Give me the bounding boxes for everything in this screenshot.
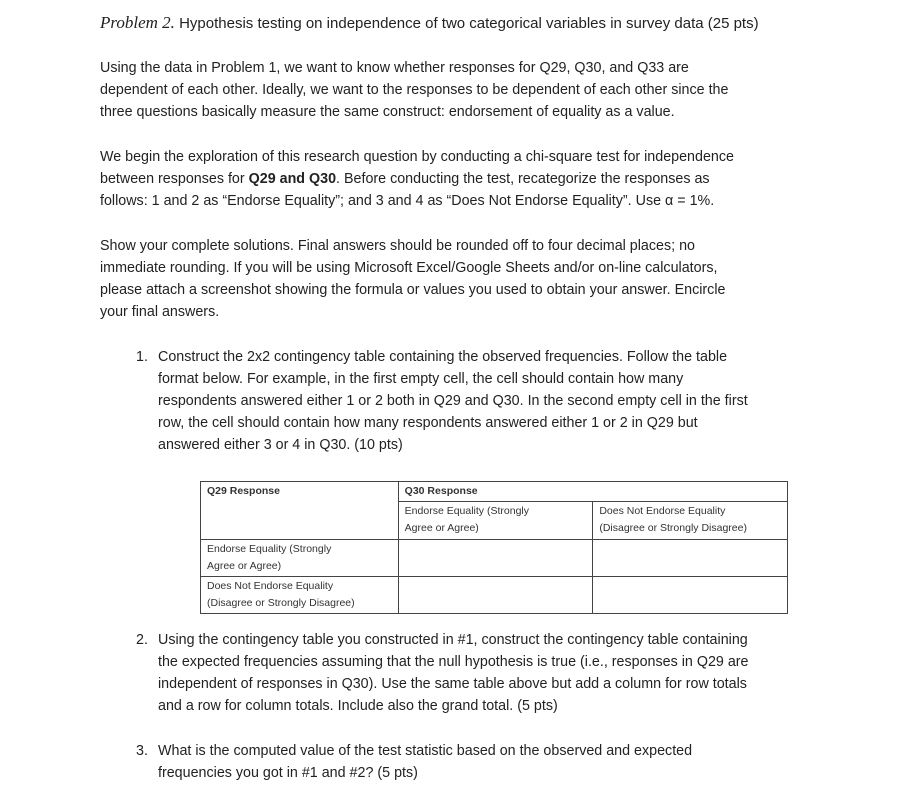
text: Does Not Endorse Equality: [599, 505, 726, 517]
item3-line: What is the computed value of the test statistic based on the observed and expected: [158, 743, 693, 759]
text: Endorse Equality (Strongly: [207, 543, 332, 555]
para1-line: dependent of each other. Ideally, we want to the responses to be dependent of each other since the: [100, 82, 729, 98]
empty-cell: [593, 577, 788, 614]
row-header-endorse: [201, 540, 399, 577]
para3-line: please attach a screenshot showing the formula or values you used to obtain your answer. Encircle: [100, 282, 726, 298]
item1-line: row, the cell should contain how many respondents answered either 1 or 2 in Q29 but: [158, 415, 698, 431]
item2-line: the expected frequencies assuming that the null hypothesis is true (i.e., responses in Q29 are: [158, 654, 749, 670]
item2-line: and a row for column totals. Include also the grand total. (5 pts): [158, 698, 558, 714]
text: Endorse Equality (Strongly: [404, 505, 529, 517]
para3-line: Show your complete solutions. Final answers should be rounded off to four decimal places; no: [100, 238, 695, 254]
para2-line: [100, 169, 710, 189]
para2-line: We begin the exploration of this research question by conducting a chi-square test for independence: [100, 149, 734, 165]
bold-text: Q29 and Q30: [248, 171, 337, 187]
item2-line: Using the contingency table you constructed in #1, construct the contingency table containing: [158, 632, 748, 648]
text: . Before conducting the test, recategorize the responses as: [336, 171, 710, 187]
para3-line: immediate rounding. If you will be using Microsoft Excel/Google Sheets and/or on-line calculators,: [100, 260, 718, 276]
text: between responses for: [100, 171, 249, 187]
item2-line: independent of responses in Q30). Use the same table above but add a column for row totals: [158, 676, 747, 692]
item-number: 2.: [136, 632, 148, 648]
para1-line: three questions basically measure the same construct: endorsement of equality as a value.: [100, 104, 675, 120]
item1-line: respondents answered either 1 or 2 both in Q29 and Q30. In the second empty cell in the first: [158, 393, 748, 409]
col-header-endorse: [398, 502, 593, 540]
item-number: 1.: [136, 349, 148, 365]
text: Agree or Agree): [404, 522, 479, 534]
row-header-not-endorse: [201, 577, 399, 614]
text: Does Not Endorse Equality: [207, 580, 334, 592]
problem-title: [100, 13, 759, 33]
text: (Disagree or Strongly Disagree): [207, 597, 355, 609]
item3-line: frequencies you got in #1 and #2? (5 pts): [158, 765, 418, 781]
empty-cell: [398, 540, 593, 577]
item1-line: format below. For example, in the first empty cell, the cell should contain how many: [158, 371, 684, 387]
item1-line: Construct the 2x2 contingency table containing the observed frequencies. Follow the table: [158, 349, 728, 365]
para1-line: Using the data in Problem 1, we want to know whether responses for Q29, Q30, and Q33 are: [100, 60, 689, 76]
q29-header: Q29 Response: [201, 482, 399, 540]
text: (Disagree or Strongly Disagree): [599, 522, 747, 534]
empty-cell: [398, 577, 593, 614]
item1-line: answered either 3 or 4 in Q30. (10 pts): [158, 437, 403, 453]
text: Agree or Agree): [207, 560, 282, 572]
problem-title-text: Hypothesis testing on independence of two categorical variables in survey data (25 pts): [179, 15, 759, 32]
col-header-not-endorse: [593, 502, 788, 540]
contingency-table: [200, 481, 788, 614]
q30-header: Q30 Response: [398, 482, 787, 502]
para2-line: follows: 1 and 2 as “Endorse Equality”; and 3 and 4 as “Does Not Endorse Equality”. Use α = 1%.: [100, 193, 715, 209]
empty-cell: [593, 540, 788, 577]
para3-line: your final answers.: [100, 304, 220, 320]
problem-label: Problem 2.: [100, 13, 175, 32]
item-number: 3.: [136, 743, 148, 759]
